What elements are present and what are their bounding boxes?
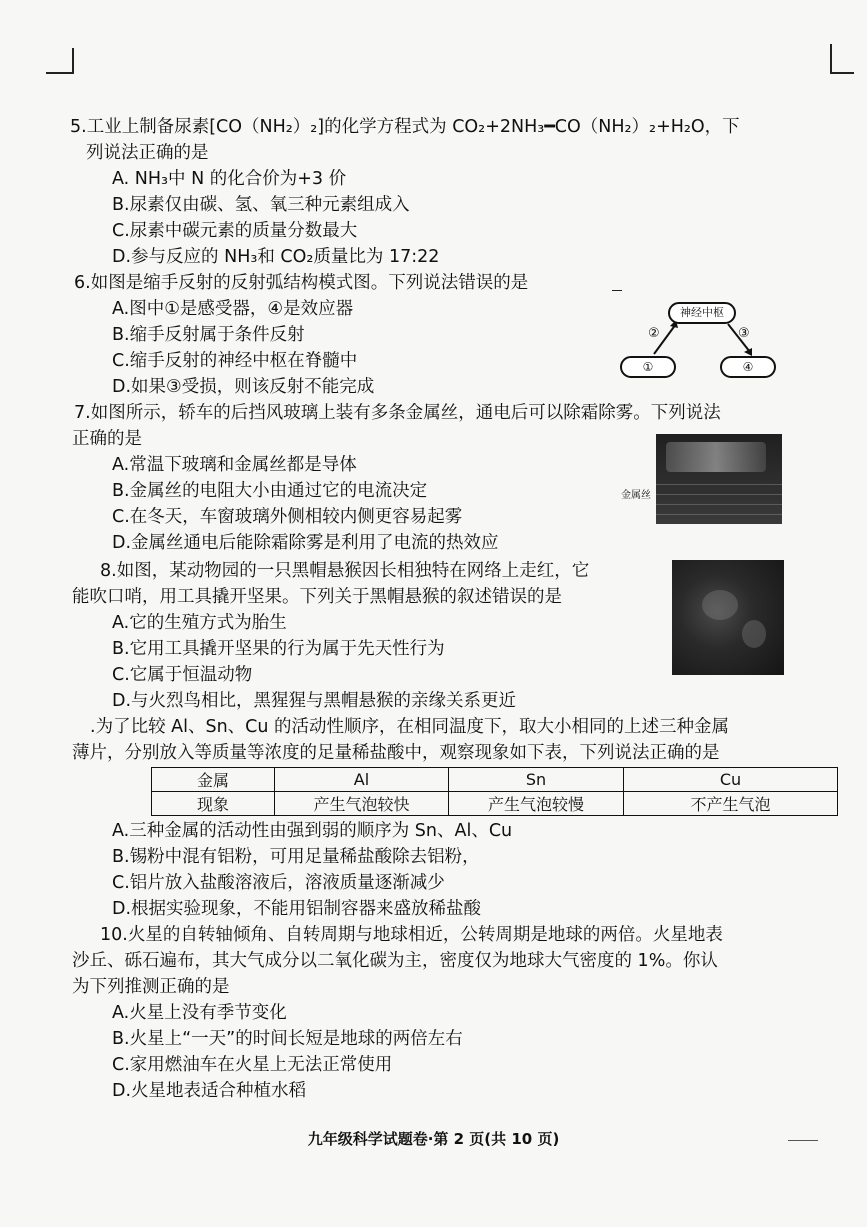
q8-option-d: D.与火烈鸟相比，黑猩猩与黑帽悬猴的亲缘关系更近 bbox=[112, 691, 517, 711]
q9-stem-line2: 薄片，分别放入等质量等浓度的足量稀盐酸中，观察现象如下表，下列说法正确的是 bbox=[72, 743, 720, 763]
table-row bbox=[152, 792, 838, 816]
q6-option-b: B.缩手反射属于条件反射 bbox=[112, 325, 305, 345]
footer-dash-mark bbox=[788, 1140, 818, 1141]
table-cell: 现象 bbox=[152, 792, 275, 816]
afferent-label: ② bbox=[648, 326, 660, 341]
table-cell: Sn bbox=[449, 768, 624, 792]
diagram-dash-mark bbox=[612, 290, 622, 291]
q6-option-c: C.缩手反射的神经中枢在脊髓中 bbox=[112, 351, 358, 371]
q10-option-c: C.家用燃油车在火星上无法正常使用 bbox=[112, 1055, 393, 1075]
q5-option-d: D.参与反应的 NH₃和 CO₂质量比为 17:22 bbox=[112, 247, 440, 267]
metal-wire-line bbox=[656, 504, 782, 505]
metal-wire-line bbox=[656, 484, 782, 485]
q8-option-b: B.它用工具撬开坚果的行为属于先天性行为 bbox=[112, 639, 445, 659]
q7-option-a: A.常温下玻璃和金属丝都是导体 bbox=[112, 455, 357, 475]
q9-option-b: B.锡粉中混有铝粉，可用足量稀盐酸除去铝粉， bbox=[112, 847, 480, 867]
photo-highlight bbox=[742, 620, 766, 648]
q5-option-a: A. NH₃中 N 的化合价为+3 价 bbox=[112, 169, 347, 189]
rear-window-photo bbox=[656, 434, 782, 524]
q7-stem-line2: 正确的是 bbox=[72, 429, 142, 449]
q10-option-d: D.火星地表适合种植水稻 bbox=[112, 1081, 307, 1101]
efferent-label: ③ bbox=[738, 326, 750, 341]
q9-stem-line1: .为了比较 Al、Sn、Cu 的活动性顺序，在相同温度下，取大小相同的上述三种金属 bbox=[90, 717, 730, 737]
q7-option-c: C.在冬天，车窗玻璃外侧相较内侧更容易起雾 bbox=[112, 507, 463, 527]
glass-reflection bbox=[666, 442, 766, 472]
metal-wire-line bbox=[656, 514, 782, 515]
reflex-arc-diagram bbox=[612, 296, 792, 386]
q10-stem-line2: 沙丘、砾石遍布，其大气成分以二氧化碳为主，密度仅为地球大气密度的 1%。你认 bbox=[72, 951, 718, 971]
capuchin-monkey-photo bbox=[672, 560, 784, 675]
q8-option-c: C.它属于恒温动物 bbox=[112, 665, 253, 685]
crop-mark-right bbox=[830, 44, 854, 74]
q8-stem-line1: 8.如图，某动物园的一只黑帽悬猴因长相独特在网络上走红，它 bbox=[100, 561, 590, 581]
q5-stem-line2: 列说法正确的是 bbox=[86, 143, 209, 163]
nerve-center-node: 神经中枢 bbox=[668, 302, 736, 324]
effector-node: ④ bbox=[720, 356, 776, 378]
q7-option-b: B.金属丝的电阻大小由通过它的电流决定 bbox=[112, 481, 428, 501]
q6-option-d: D.如果③受损，则该反射不能完成 bbox=[112, 377, 375, 397]
crop-mark-left bbox=[46, 48, 74, 74]
q5-stem-line1: 5.工业上制备尿素[CO（NH₂）₂]的化学方程式为 CO₂+2NH₃━CO（NH₂）₂+H₂O，下 bbox=[70, 117, 740, 137]
q5-option-b: B.尿素仅由碳、氢、氧三种元素组成入 bbox=[112, 195, 410, 215]
q6-stem: 6.如图是缩手反射的反射弧结构模式图。下列说法错误的是 bbox=[74, 273, 529, 293]
table-cell: 不产生气泡 bbox=[624, 792, 838, 816]
table-header-row bbox=[152, 768, 838, 792]
q5-option-c: C.尿素中碳元素的质量分数最大 bbox=[112, 221, 358, 241]
q8-stem-line2: 能吹口哨，用工具撬开坚果。下列关于黑帽悬猴的叙述错误的是 bbox=[72, 587, 562, 607]
q7-option-d: D.金属丝通电后能除霜除雾是利用了电流的热效应 bbox=[112, 533, 499, 553]
table-cell: 产生气泡较慢 bbox=[449, 792, 624, 816]
q10-stem-line1: 10.火星的自转轴倾角、自转周期与地球相近，公转周期是地球的两倍。火星地表 bbox=[100, 925, 723, 945]
table-cell: 产生气泡较快 bbox=[275, 792, 449, 816]
q6-option-a: A.图中①是感受器，④是效应器 bbox=[112, 299, 354, 319]
q10-stem-line3: 为下列推测正确的是 bbox=[72, 977, 230, 997]
table-cell: Cu bbox=[624, 768, 838, 792]
metal-wire-label: 金属丝 bbox=[621, 490, 651, 501]
q8-option-a: A.它的生殖方式为胎生 bbox=[112, 613, 287, 633]
page-footer: 九年级科学试题卷·第 2 页(共 10 页) bbox=[307, 1130, 560, 1148]
q10-option-a: A.火星上没有季节变化 bbox=[112, 1003, 287, 1023]
photo-highlight bbox=[702, 590, 738, 620]
q10-option-b: B.火星上“一天”的时间长短是地球的两倍左右 bbox=[112, 1029, 463, 1049]
table-cell: Al bbox=[275, 768, 449, 792]
metal-wire-line bbox=[656, 494, 782, 495]
table-cell: 金属 bbox=[152, 768, 275, 792]
q7-stem-line1: 7.如图所示，轿车的后挡风玻璃上装有多条金属丝，通电后可以除霜除雾。下列说法 bbox=[74, 403, 721, 423]
q9-option-a: A.三种金属的活动性由强到弱的顺序为 Sn、Al、Cu bbox=[112, 821, 513, 841]
metal-reaction-table bbox=[151, 767, 838, 816]
q9-option-c: C.铝片放入盐酸溶液后，溶液质量逐渐减少 bbox=[112, 873, 445, 893]
receptor-node: ① bbox=[620, 356, 676, 378]
q9-option-d: D.根据实验现象，不能用铝制容器来盛放稀盐酸 bbox=[112, 899, 482, 919]
